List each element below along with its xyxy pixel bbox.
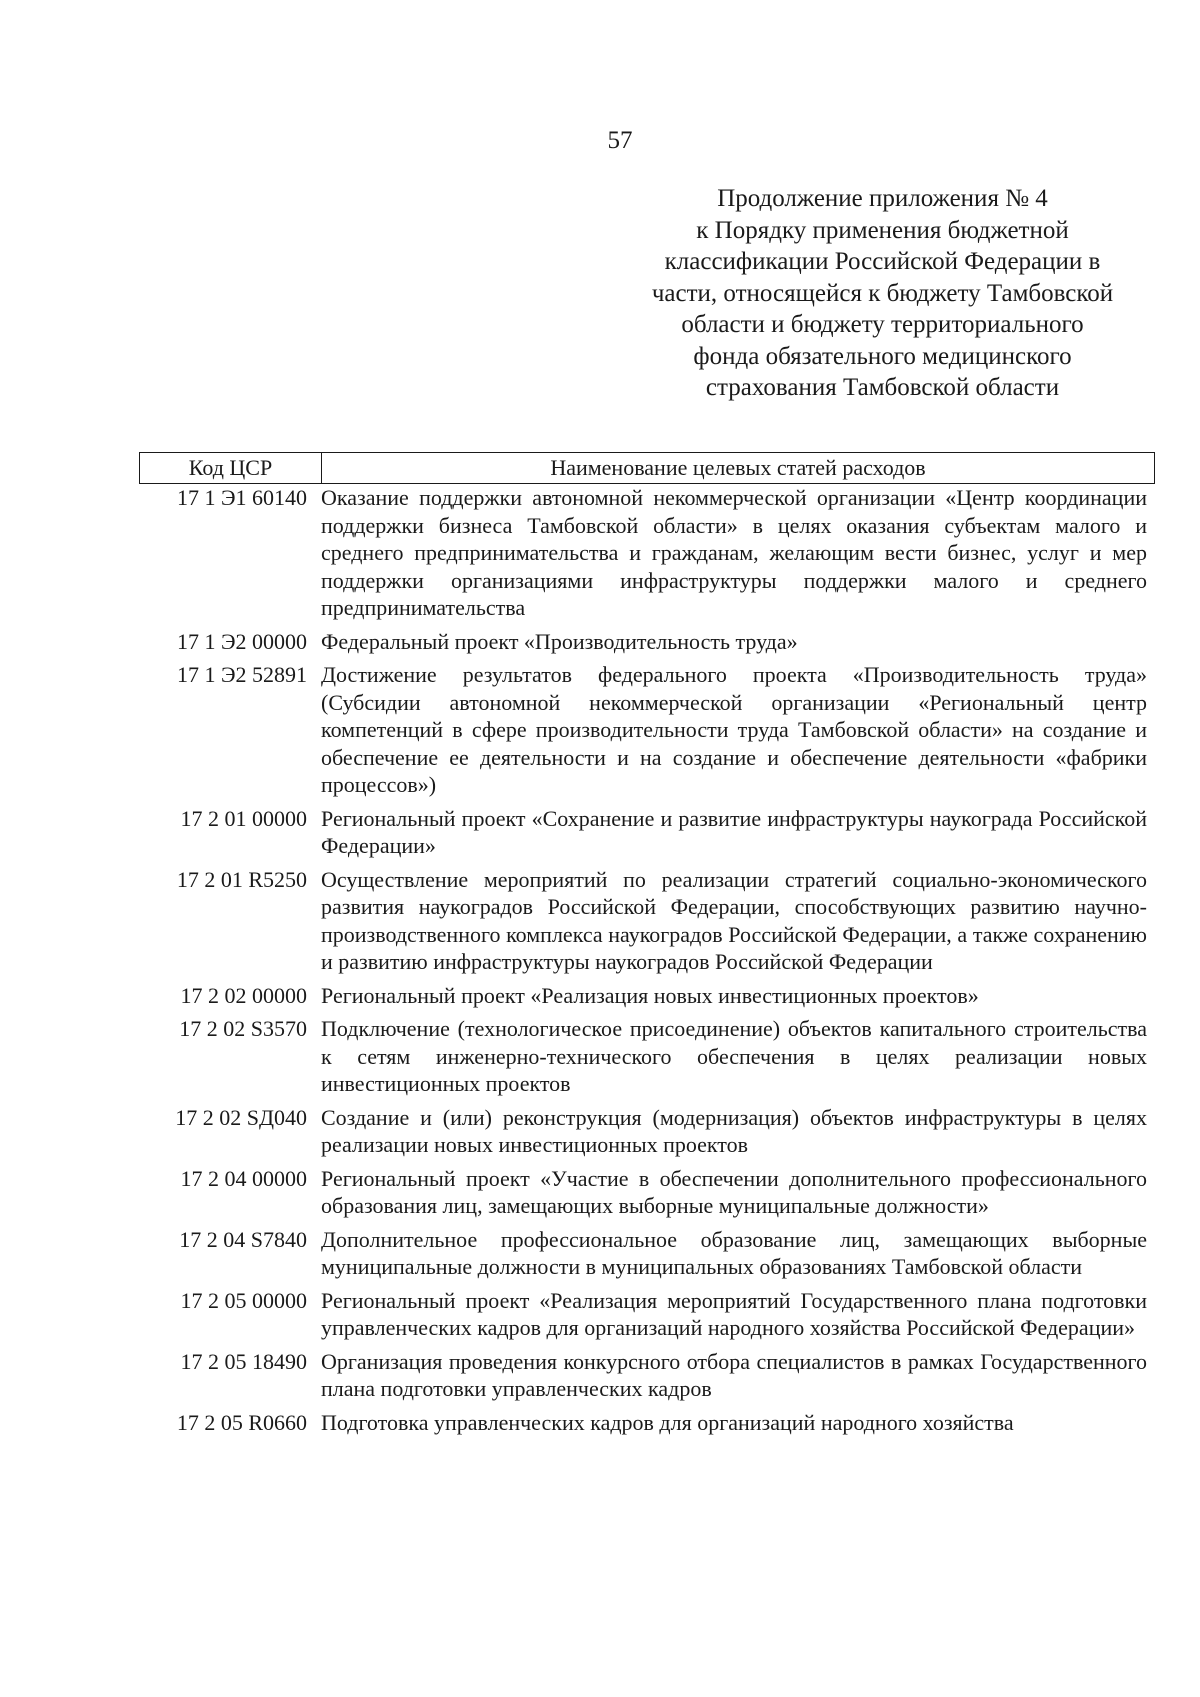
row-name: Федеральный проект «Производительность труда» [321,628,798,654]
row-name: Региональный проект «Сохранение и развитие инфраструктуры наукограда Российской Федерации» [321,805,1147,858]
page-number: 57 [607,127,633,154]
row-name: Создание и (или) реконструкция (модернизация) объектов инфраструктуры в целях реализации новых инвестиционных проектов [321,1104,1147,1157]
table-row [139,1165,1155,1220]
row-name: Достижение результатов федерального проекта «Производительность труда» (Субсидии автономной некоммерческой организации «Региональный центр компетенций в сфере производительности труда Тамбовской области» на создание и обеспечение ее деятельности и на создание и обеспечение деятельности «фабрики процессов») [321,662,1147,797]
budget-classification-table [139,452,1155,1442]
row-code: 17 2 02 SД040 [175,1104,307,1130]
column-header-code: Код ЦСР [140,453,322,483]
row-name: Подключение (технологическое присоединение) объектов капитального строительства к сетям инженерно-технического обеспечения в целях реализации новых инвестиционных проектов [321,1016,1147,1096]
row-code: 17 2 02 S3570 [179,1016,307,1041]
row-name: Осуществление мероприятий по реализации стратегий социально-экономического развития наукоградов Российской Федерации, способствующих развитию научно-производственного комплекса наукоградов Российской Федерации, а также сохранению и развитию инфраструктуры наукоградов Российской Федерации [321,866,1147,974]
table-row [139,866,1155,976]
table-row [139,805,1155,860]
row-name: Региональный проект «Реализация мероприятий Государственного плана подготовки управленческих кадров для организаций народного хозяйства Российской Федерации» [321,1287,1147,1340]
row-name: Дополнительное профессиональное образование лиц, замещающих выборные муниципальные должности в муниципальных образованиях Тамбовской области [321,1226,1147,1279]
header-line: фонда обязательного медицинского [693,342,1072,370]
header-line: области и бюджету территориального [681,311,1084,338]
table-row [139,1015,1155,1098]
row-code: 17 1 Э2 52891 [176,662,307,687]
table-row [139,982,1155,1010]
row-code: 17 2 01 00000 [180,805,307,831]
table-row [139,484,1155,622]
table-row [139,1409,1155,1437]
table-row [139,1104,1155,1159]
table-row [139,1226,1155,1281]
header-line: части, относящейся к бюджету Тамбовской [651,279,1114,307]
row-code: 17 2 02 00000 [180,982,307,1008]
header-line: классификации Российской Федерации в [664,248,1101,275]
row-code: 17 1 Э2 00000 [176,628,307,654]
appendix-header [600,183,1165,404]
header-line: к Порядку применения бюджетной [696,216,1069,244]
row-name: Организация проведения конкурсного отбора специалистов в рамках Государственного плана подготовки управленческих кадров [321,1348,1147,1401]
row-name: Подготовка управленческих кадров для организаций народного хозяйства [321,1409,1014,1435]
row-code: 17 2 04 00000 [180,1165,307,1191]
row-name: Региональный проект «Реализация новых инвестиционных проектов» [321,982,979,1008]
table-row [139,661,1155,799]
table-row [139,1287,1155,1342]
row-name: Региональный проект «Участие в обеспечении дополнительного профессионального образования лиц, замещающих выборные муниципальные должности» [321,1165,1147,1218]
table-row [139,1348,1155,1403]
column-header-name: Наименование целевых статей расходов [550,455,926,480]
table-header [139,452,1155,484]
table-row [139,628,1155,656]
row-code: 17 1 Э1 60140 [176,485,307,510]
row-code: 17 2 05 00000 [180,1287,307,1313]
row-code: 17 2 05 R0660 [176,1409,307,1435]
row-code: 17 2 05 18490 [180,1348,307,1374]
row-code: 17 2 04 S7840 [179,1226,307,1252]
header-line: Продолжение приложения № 4 [717,185,1048,212]
row-name: Оказание поддержки автономной некоммерческой организации «Центр координации поддержки бизнеса Тамбовской области» в целях оказания субъектам малого и среднего предпринимательства и гражданам, желающим вести бизнес, услуг и мер поддержки организациями инфраструктуры поддержки малого и среднего предпринимательства [321,485,1147,620]
row-code: 17 2 01 R5250 [176,866,307,892]
header-line: страхования Тамбовской области [705,374,1060,401]
